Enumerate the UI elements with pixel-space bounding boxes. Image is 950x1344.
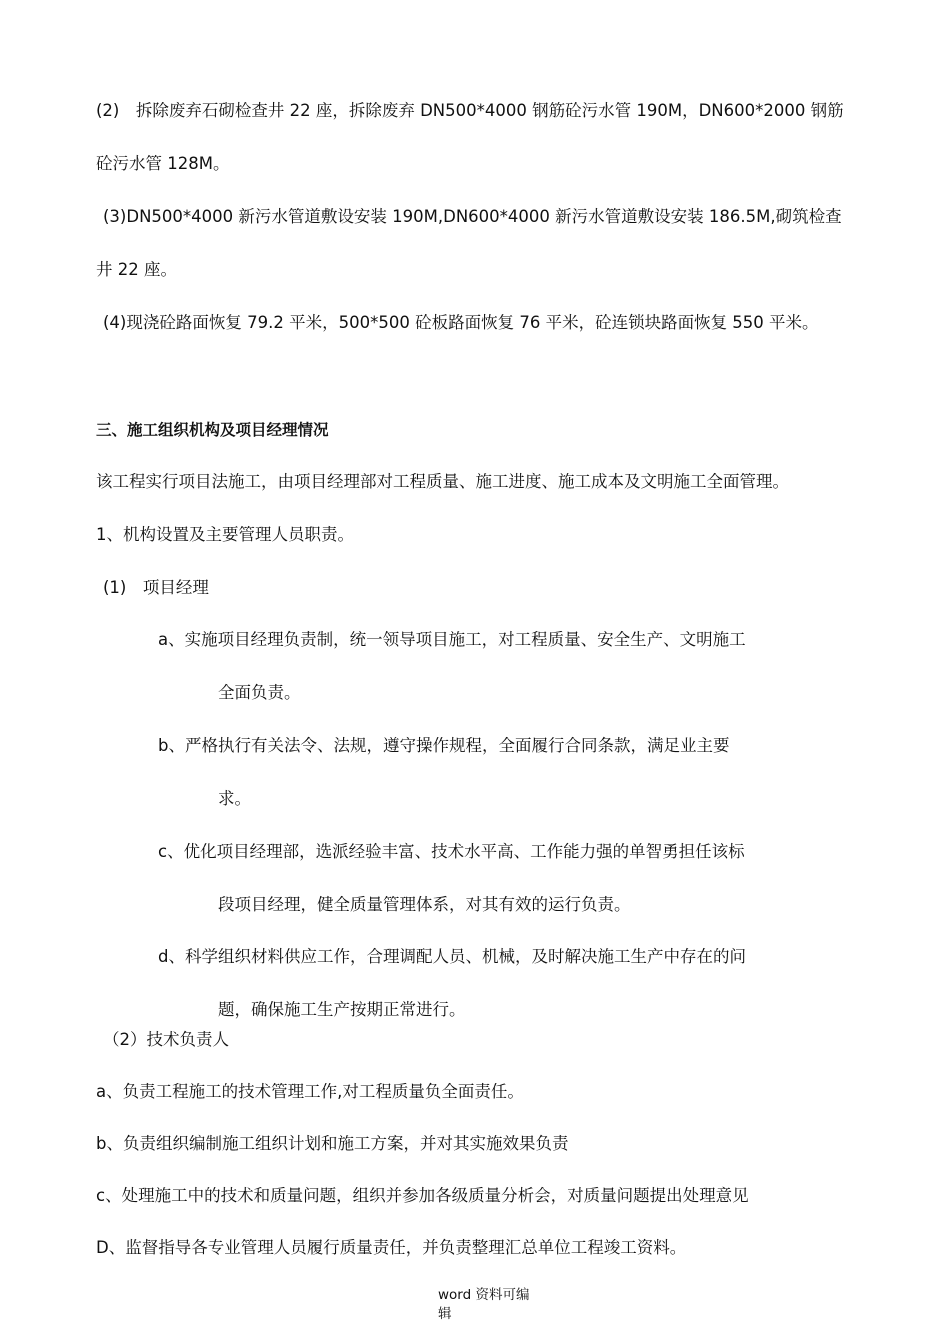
pm-duty-c-line-1: c、优化项目经理部，选派经验丰富、技术水平高、工作能力强的单智勇担任该标 [158, 842, 745, 861]
pm-duty-b-line-1: b、严格执行有关法令、法规，遵守操作规程，全面履行合同条款，满足业主要 [158, 736, 730, 755]
section-3-intro: 该工程实行项目法施工，由项目经理部对工程质量、施工进度、施工成本及文明施工全面管理。 [96, 472, 789, 491]
paragraph-2-line-2: 砼污水管 128M。 [96, 154, 230, 173]
tech-duty-d: D、监督指导各专业管理人员履行质量责任，并负责整理汇总单位工程竣工资料。 [96, 1238, 687, 1257]
item-1-heading: 1、机构设置及主要管理人员职责。 [96, 525, 354, 544]
paragraph-2-line-1: (2) 拆除废弃石砌检查井 22 座，拆除废弃 DN500*4000 钢筋砼污水管 190M，DN600*2000 钢筋 [96, 101, 844, 120]
pm-duty-b-line-2: 求。 [218, 789, 251, 808]
page-footer: word 资料可编辑 [438, 1287, 530, 1322]
pm-duty-d-line-2: 题，确保施工生产按期正常进行。 [218, 1000, 466, 1019]
pm-duty-d-line-1: d、科学组织材料供应工作，合理调配人员、机械，及时解决施工生产中存在的问 [158, 947, 746, 966]
paragraph-3-line-1: (3)DN500*4000 新污水管道敷设安装 190M,DN600*4000 新污水管道敷设安装 186.5M,砌筑检查 [103, 207, 842, 226]
pm-duty-a-line-2: 全面负责。 [218, 683, 301, 702]
sub-1-heading: (1) 项目经理 [103, 578, 209, 597]
pm-duty-a-line-1: a、实施项目经理负责制，统一领导项目施工，对工程质量、安全生产、文明施工 [158, 630, 746, 649]
tech-duty-b: b、负责组织编制施工组织计划和施工方案，并对其实施效果负责 [96, 1134, 569, 1153]
tech-duty-c: c、处理施工中的技术和质量问题，组织并参加各级质量分析会，对质量问题提出处理意见 [96, 1186, 749, 1205]
paragraph-3-line-2: 井 22 座。 [96, 260, 177, 279]
paragraph-4: (4)现浇砼路面恢复 79.2 平米，500*500 砼板路面恢复 76 平米，砼连锁块路面恢复 550 平米。 [103, 313, 819, 332]
section-3-heading: 三、施工组织机构及项目经理情况 [96, 421, 329, 439]
tech-duty-a: a、负责工程施工的技术管理工作,对工程质量负全面责任。 [96, 1082, 524, 1101]
pm-duty-c-line-2: 段项目经理，健全质量管理体系，对其有效的运行负责。 [218, 895, 631, 914]
sub-2-heading: （2）技术负责人 [103, 1030, 229, 1049]
